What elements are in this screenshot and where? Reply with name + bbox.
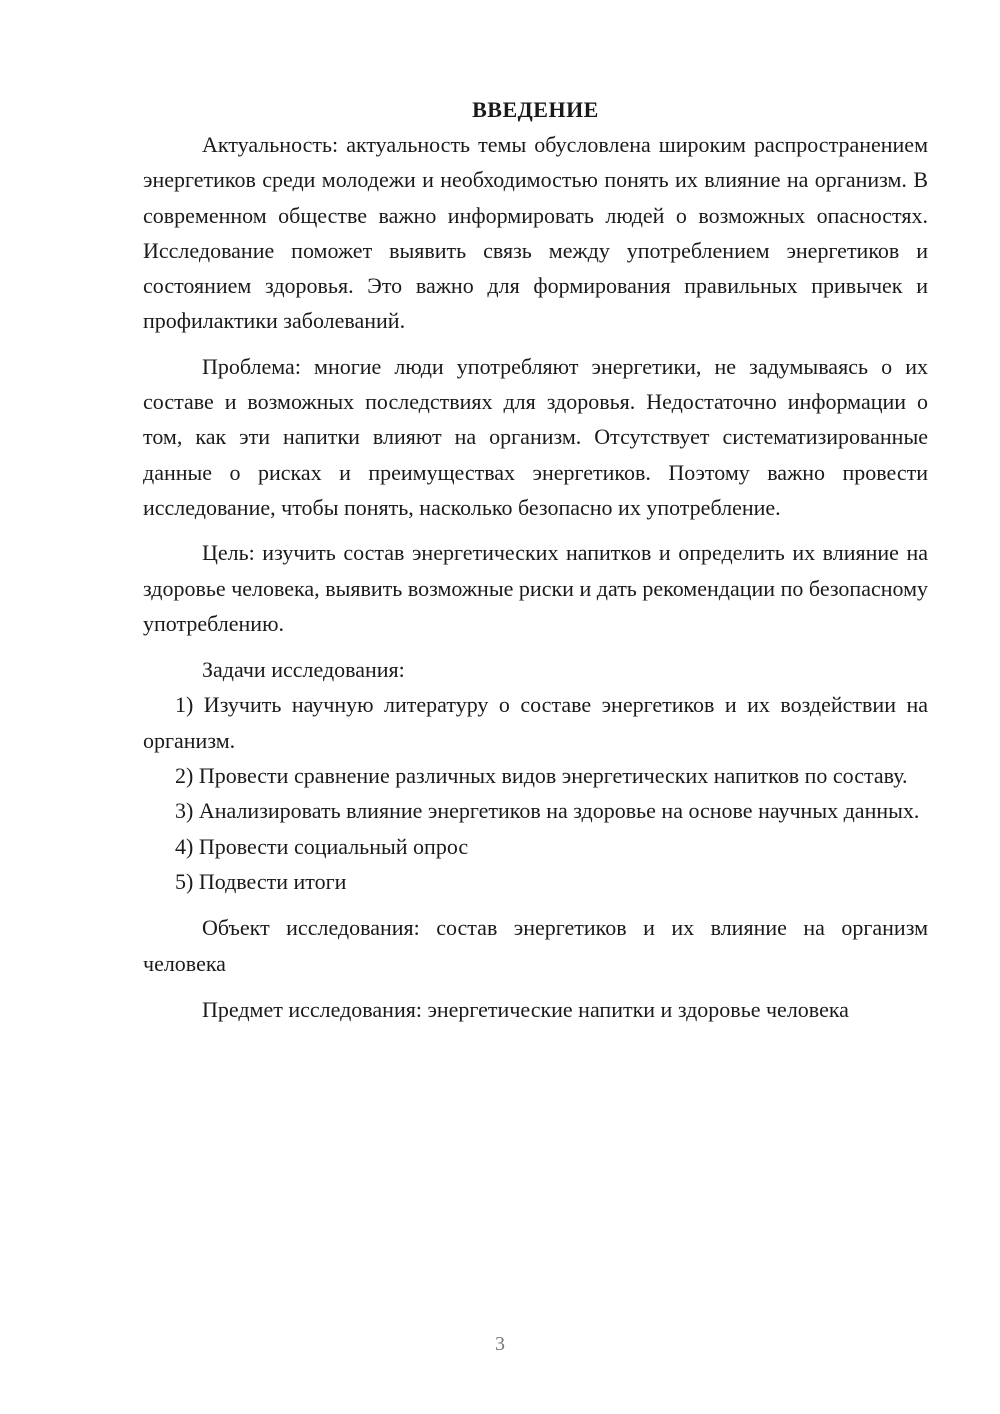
task-item: 4) Провести социальный опрос [175, 833, 469, 859]
relevance-paragraph: Актуальность: актуальность темы обусловлена широким распространением энергетиков среди молодежи и необходимостью понять их влияние на организм. В современном обществе важно информировать людей о возможных опасностях. Исследование поможет выявить связь между употреблением энергетиков и состоянием здоровья. Это важно для формирования правильных привычек и профилактики заболеваний. [143, 132, 928, 334]
task-item: 1) Изучить научную литературу о составе энергетиков и их воздействии на организм. [143, 692, 928, 753]
goal-paragraph: Цель: изучить состав энергетических напитков и определить их влияние на здоровье человека, выявить возможные риски и дать рекомендации по безопасному употреблению. [143, 540, 928, 636]
object-paragraph: Объект исследования: состав энергетиков и их влияние на организм человека [143, 915, 928, 976]
task-item: 2) Провести сравнение различных видов энергетических напитков по составу. [175, 763, 908, 789]
subject-paragraph: Предмет исследования: энергетические напитки и здоровье человека [202, 996, 849, 1022]
page-content [143, 92, 928, 1027]
tasks-heading: Задачи исследования: [202, 657, 405, 683]
section-title: ВВЕДЕНИЕ [472, 97, 599, 122]
task-item: 5) Подвести итоги [175, 868, 347, 894]
task-item: 3) Анализировать влияние энергетиков на здоровье на основе научных данных. [175, 798, 920, 824]
page-number: 3 [495, 1333, 505, 1355]
problem-paragraph: Проблема: многие люди употребляют энергетики, не задумываясь о их составе и возможных последствиях для здоровья. Недостаточно информации о том, как эти напитки влияют на организм. Отсутствует систематизированные данные о рисках и преимуществах энергетиков. Поэтому важно провести исследование, чтобы понять, насколько безопасно их употребление. [143, 353, 928, 520]
